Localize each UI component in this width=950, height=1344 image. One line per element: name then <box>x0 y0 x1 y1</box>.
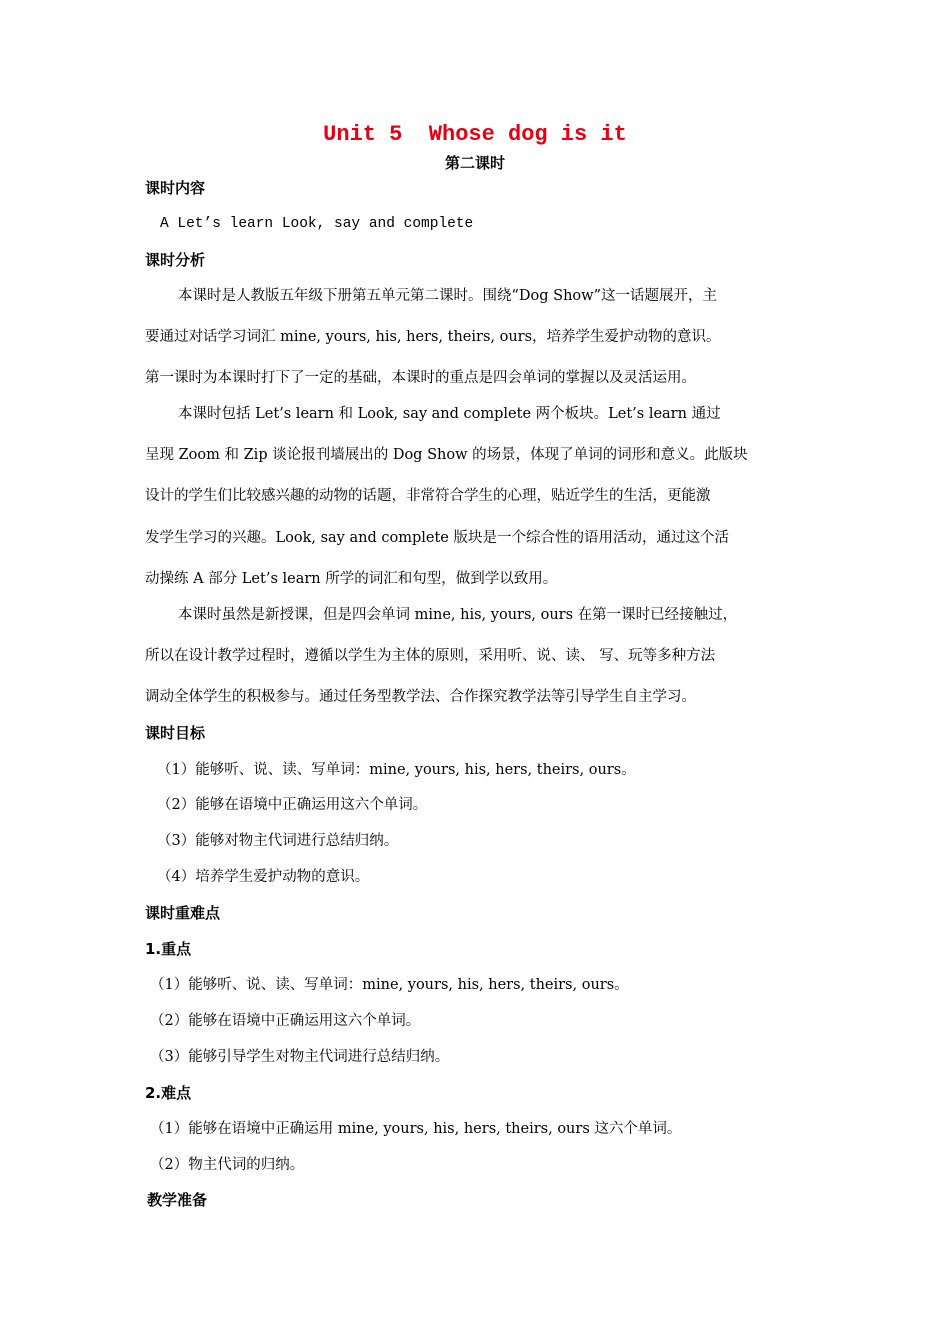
analysis-line: 要通过对话学习词汇 mine, yours, his, hers, theirs, ours，培养学生爱护动物的意识。 <box>145 329 721 345</box>
lesson-subtitle: 第二课时 <box>444 154 505 172</box>
section-heading-key-points: 课时重难点 <box>145 904 221 922</box>
section-heading-preparation: 教学准备 <box>147 1191 208 1209</box>
key-point-item: （2）能够在语境中正确运用这六个单词。 <box>150 1013 421 1029</box>
analysis-line: 本课时包括 Let’s learn 和 Look, say and complete 两个板块。Let’s learn 通过 <box>178 406 721 422</box>
analysis-line: 第一课时为本课时打下了一定的基础，本课时的重点是四会单词的掌握以及灵活运用。 <box>145 370 696 386</box>
goal-item: （2）能够在语境中正确运用这六个单词。 <box>157 797 428 813</box>
subheading-key: 1.重点 <box>145 940 192 958</box>
goal-item: （1）能够听、说、读、写单词：mine, yours, his, hers, theirs, ours。 <box>157 762 636 778</box>
difficult-point-item: （1）能够在语境中正确运用 mine, yours, his, hers, theirs, ours 这六个单词。 <box>150 1121 682 1137</box>
section-heading-analysis: 课时分析 <box>145 251 206 269</box>
key-point-item: （3）能够引导学生对物主代词进行总结归纳。 <box>150 1049 450 1065</box>
analysis-line: 调动全体学生的积极参与。通过任务型教学法、合作探究教学法等引导学生自主学习。 <box>145 689 696 705</box>
difficult-point-item: （2）物主代词的归纳。 <box>150 1157 305 1173</box>
analysis-line: 本课时虽然是新授课，但是四会单词 mine, his, yours, ours 在第一课时已经接触过， <box>178 607 738 623</box>
subheading-difficult: 2.难点 <box>145 1084 192 1102</box>
analysis-line: 所以在设计教学过程时，遵循以学生为主体的原则，采用听、说、读、 写、玩等多种方法 <box>145 648 716 664</box>
analysis-line: 发学生学习的兴趣。Look, say and complete 版块是一个综合性的语用活动，通过这个活 <box>145 530 729 546</box>
content-text: A Let’s learn Look, say and complete <box>160 216 474 232</box>
analysis-line: 设计的学生们比较感兴趣的动物的话题，非常符合学生的心理，贴近学生的生活，更能激 <box>145 488 711 504</box>
document-title: Unit 5 Whose dog is it <box>323 122 627 147</box>
key-point-item: （1）能够听、说、读、写单词：mine, yours, his, hers, theirs, ours。 <box>150 977 629 993</box>
goal-item: （4）培养学生爱护动物的意识。 <box>157 869 370 885</box>
goal-item: （3）能够对物主代词进行总结归纳。 <box>157 833 399 849</box>
analysis-line: 呈现 Zoom 和 Zip 谈论报刊墙展出的 Dog Show 的场景，体现了单词的词形和意义。此版块 <box>145 447 748 463</box>
section-heading-goals: 课时目标 <box>145 724 206 742</box>
analysis-line: 动操练 A 部分 Let’s learn 所学的词汇和句型，做到学以致用。 <box>145 571 558 587</box>
analysis-line: 本课时是人教版五年级下册第五单元第二课时。围绕“Dog Show”这一话题展开，主 <box>178 288 717 304</box>
section-heading-content: 课时内容 <box>145 179 206 197</box>
